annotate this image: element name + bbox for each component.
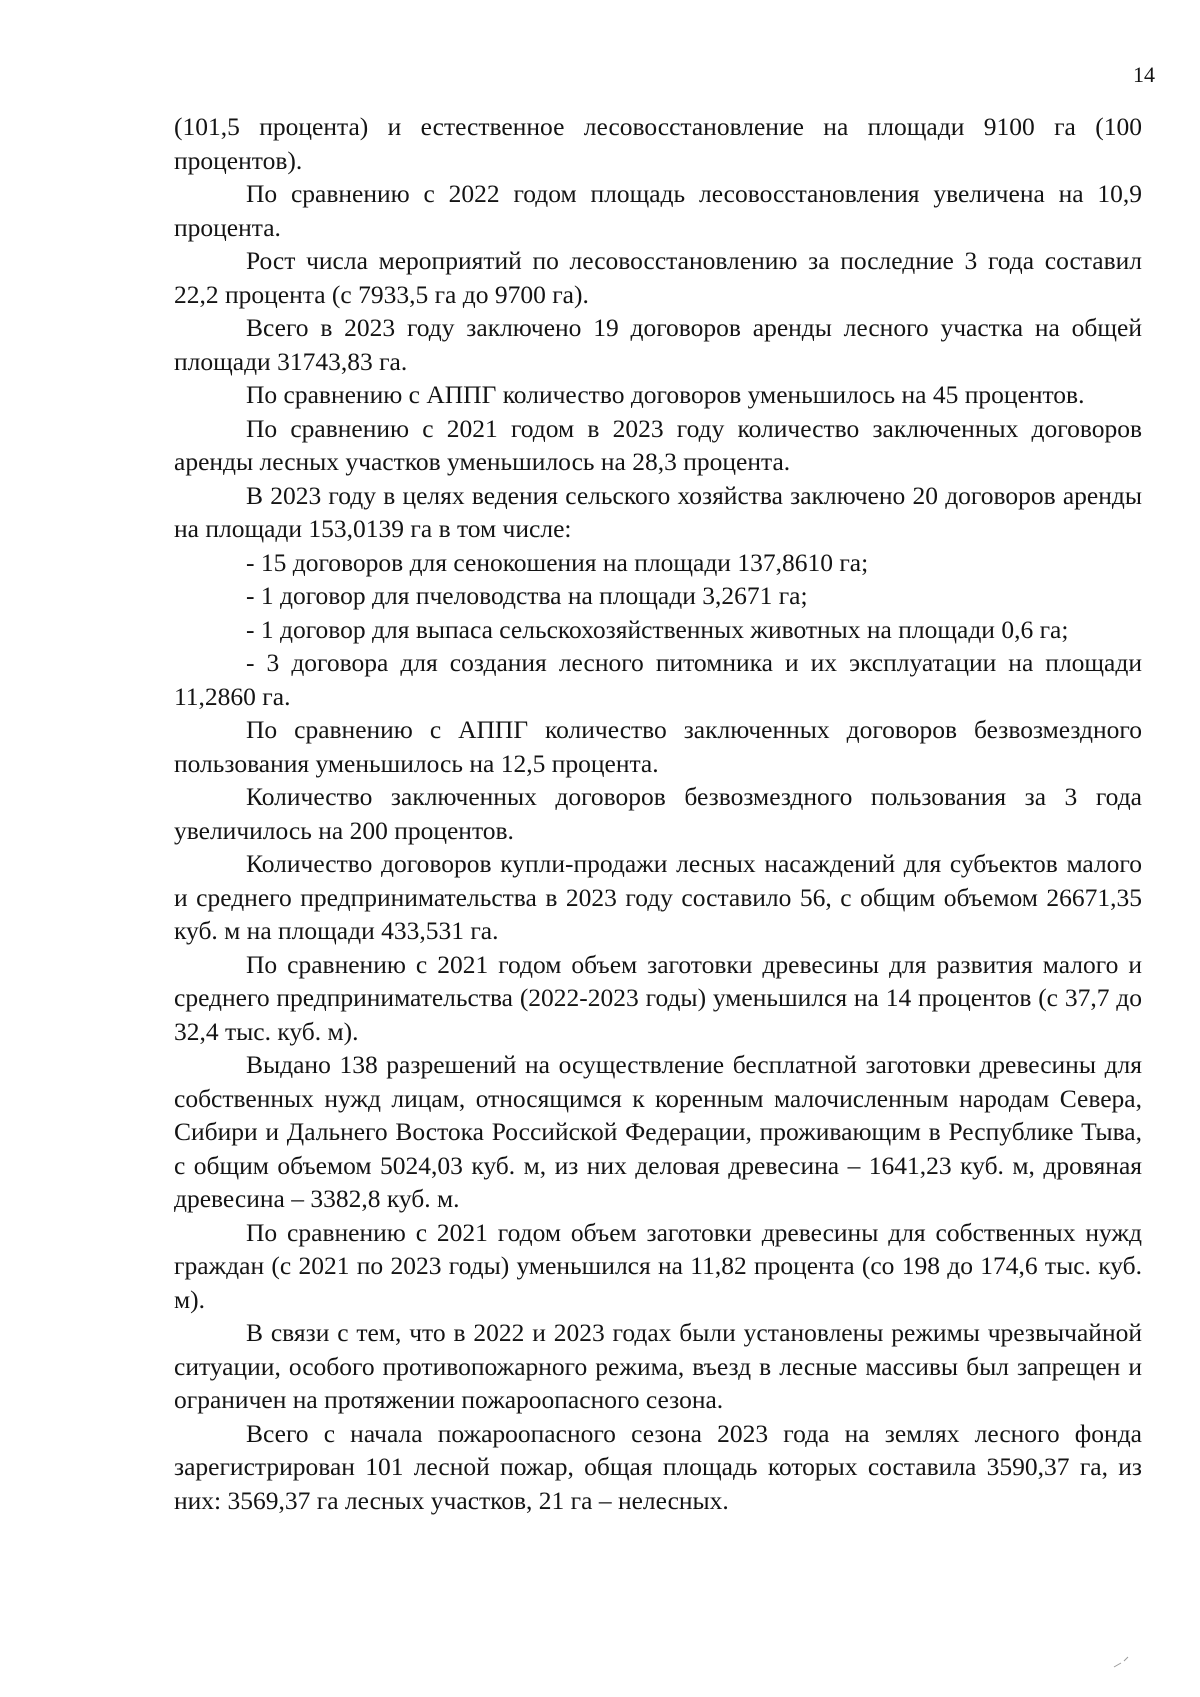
paragraph: Количество заключенных договоров безвозмездного пользования за 3 года увеличилось на 200 процентов. — [174, 782, 1142, 845]
list-item: - 1 договор для выпаса сельскохозяйственных животных на площади 0,6 га; — [246, 614, 1069, 644]
paragraph: Всего с начала пожароопасного сезона 2023 года на землях лесного фонда зарегистрирован 101 лесной пожар, общая площадь которых составила 3590,37 га, из них: 3569,37 га лесных участков, 21 га – нелесных. — [174, 1418, 1142, 1515]
paragraph: По сравнению с 2021 годом объем заготовки древесины для собственных нужд граждан (с 2021 по 2023 годы) уменьшился на 11,82 процента (со 198 до 174,6 тыс. куб. м). — [174, 1217, 1142, 1314]
page-number: 14 — [1133, 62, 1155, 87]
paragraph: Всего в 2023 году заключено 19 договоров аренды лесного участка на общей площади 31743,83 га. — [174, 313, 1142, 376]
scan-artifact-mark — [1112, 1655, 1130, 1669]
paragraph: Выдано 138 разрешений на осуществление бесплатной заготовки древесины для собственных нужд лицам, относящимся к коренным малочисленным народам Севера, Сибири и Дальнего Востока Российской Федерации, проживающим в Республике Тыва, с общим объемом 5024,03 куб. м, из них деловая древесина – 1641,23 куб. м, дровяная древесина – 3382,8 куб. м. — [174, 1050, 1142, 1213]
list-item: - 15 договоров для сенокошения на площади 137,8610 га; — [246, 547, 869, 577]
paragraph: По сравнению с 2022 годом площадь лесовосстановления увеличена на 10,9 процента. — [174, 179, 1142, 242]
paragraph: В связи с тем, что в 2022 и 2023 годах были установлены режимы чрезвычайной ситуации, особого противопожарного режима, въезд в лесные массивы был запрещен и ограничен на протяжении пожароопасного сезона. — [174, 1318, 1142, 1414]
paragraph: (101,5 процента) и естественное лесовосстановление на площади 9100 га (100 процентов). — [174, 112, 1142, 175]
paragraph: По сравнению с АППГ количество договоров уменьшилось на 45 процентов. — [246, 380, 1085, 409]
list-item: - 3 договора для создания лесного питомника и их эксплуатации на площади 11,2860 га. — [174, 648, 1142, 711]
document-body — [174, 110, 1142, 1517]
paragraph: В 2023 году в целях ведения сельского хозяйства заключено 20 договоров аренды на площади 153,0139 га в том числе: — [174, 480, 1142, 543]
list-item: - 1 договор для пчеловодства на площади 3,2671 га; — [246, 581, 808, 610]
paragraph: По сравнению с 2021 годом в 2023 году количество заключенных договоров аренды лесных участков уменьшилось на 28,3 процента. — [174, 413, 1142, 476]
paragraph: Количество договоров купли-продажи лесных насаждений для субъектов малого и среднего предпринимательства в 2023 году составило 56, с общим объемом 26671,35 куб. м на площади 433,531 га. — [174, 849, 1142, 945]
paragraph: Рост числа мероприятий по лесовосстановлению за последние 3 года составил 22,2 процента (с 7933,5 га до 9700 га). — [174, 246, 1142, 309]
paragraph: По сравнению с АППГ количество заключенных договоров безвозмездного пользования уменьшилось на 12,5 процента. — [174, 715, 1142, 778]
paragraph: По сравнению с 2021 годом объем заготовки древесины для развития малого и среднего предпринимательства (2022-2023 годы) уменьшился на 14 процентов (с 37,7 до 32,4 тыс. куб. м). — [174, 949, 1142, 1046]
